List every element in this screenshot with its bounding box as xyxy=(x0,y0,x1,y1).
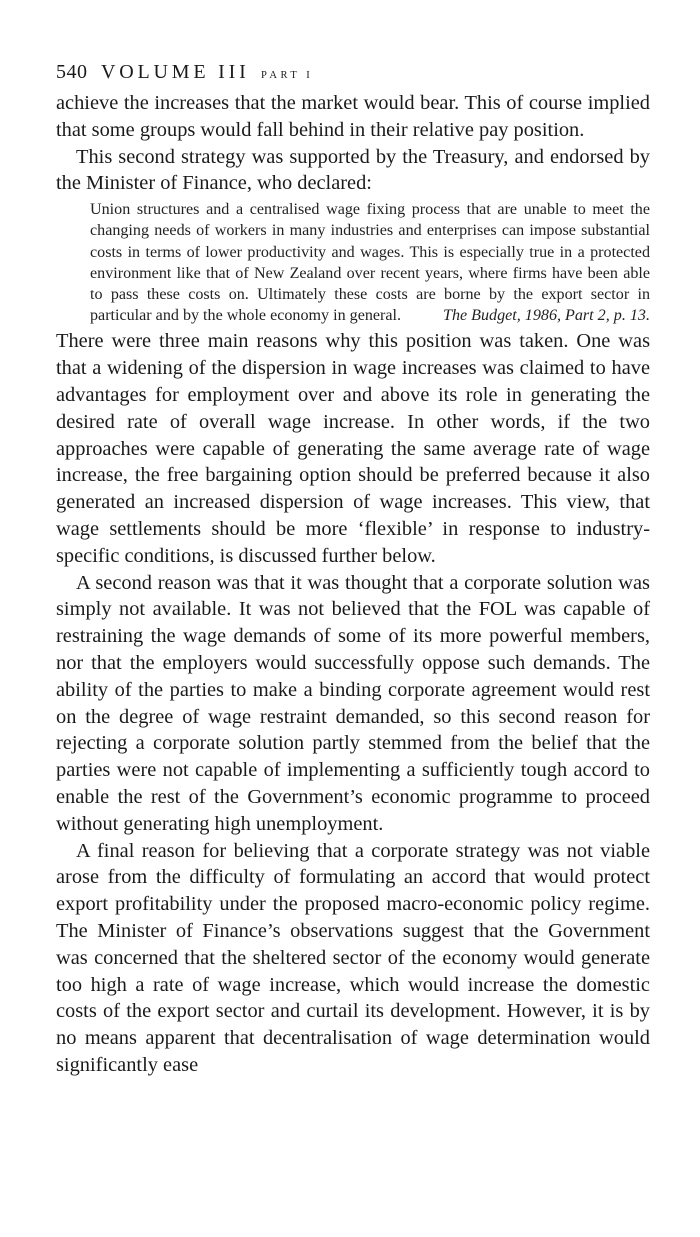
part-label: PART I xyxy=(261,70,314,81)
paragraph-final-reason: A final reason for believing that a corporate strategy was not viable arose from the difficulty of formulating an accord that would protect export profitability under the proposed macro-economic policy regime. The Minister of Finance’s observations suggest that the Government was concerned that the sheltered sector of the economy would generate too high a rate of wage increase, which would increase the domestic costs of the export sector and curtail its development. However, it is by no means apparent that decentralisation of wage determination would significantly ease xyxy=(56,839,650,1076)
block-quote xyxy=(90,199,650,326)
volume-label: VOLUME III xyxy=(101,61,250,83)
paragraph-second-strategy: This second strategy was supported by the Treasury, and endorsed by the Minister of Finance, who declared: xyxy=(56,145,650,195)
page xyxy=(56,58,650,1079)
quote-text: Union structures and a centralised wage fixing process that are unable to meet the changing needs of workers in many industries and enterprises can impose substantial costs in terms of lower productivity and wages. This is especially true in a protected environment like that of New Zealand over recent years, where firms have been able to pass these costs on. Ultimately these costs are borne by the export sector in particular and by the whole economy in general. xyxy=(90,201,650,325)
running-head xyxy=(56,58,650,90)
quote-citation: The Budget, 1986, Part 2, p. 13. xyxy=(443,307,650,325)
paragraph-continued: achieve the increases that the market would bear. This of course implied that some groups would fall behind in their relative pay position. xyxy=(56,92,650,141)
page-number: 540 xyxy=(56,61,88,83)
paragraph-second-reason: A second reason was that it was thought that a corporate solution was simply not available. It was not believed that the FOL was capable of restraining the wage demands of some of its more powerful members, nor that the employers would successfully oppose such demands. The ability of the parties to make a binding corporate agreement would rest on the degree of wage restraint demanded, so this second reason for rejecting a corporate solution partly stemmed from the belief that the parties were not capable of implementing a sufficiently tough accord to enable the rest of the Government’s economic programme to proceed without generating high unemployment. xyxy=(56,571,650,835)
paragraph-three-reasons: There were three main reasons why this position was taken. One was that a widening of the dispersion in wage increases was claimed to have advantages for employment over and above its role in generating the desired rate of overall wage increase. In other words, if the two approaches were capable of generating the same average rate of wage increase, the free bargaining option should be preferred because it also generated an increased dispersion of wage increases. This view, that wage settlements should be more ‘flexible’ in response to industry-specific conditions, is discussed further below. xyxy=(56,330,650,567)
